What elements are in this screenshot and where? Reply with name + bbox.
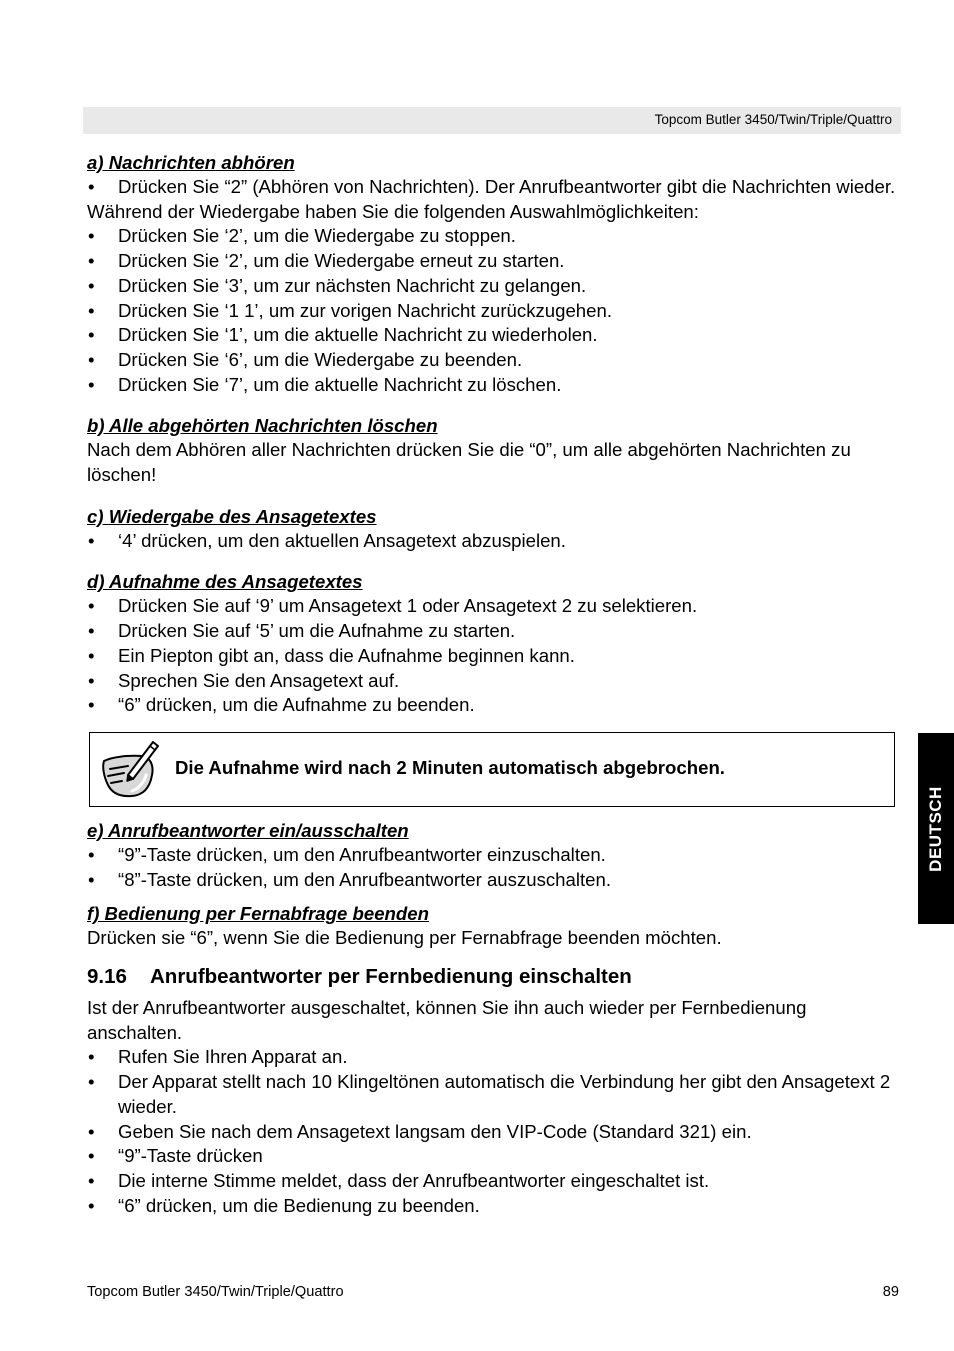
footer-title: Topcom Butler 3450/Twin/Triple/Quattro <box>87 1284 344 1300</box>
page-content <box>87 151 899 1218</box>
list-item: • “6” drücken, um die Bedienung zu beenden. <box>87 1194 899 1219</box>
list-item: • Ein Piepton gibt an, dass die Aufnahme beginnen kann. <box>87 644 899 669</box>
note-pencil-icon <box>98 739 160 801</box>
list-item: • Rufen Sie Ihren Apparat an. <box>87 1045 899 1070</box>
section-d-list <box>87 594 899 718</box>
section-916-paragraph: Ist der Anrufbeantworter ausgeschaltet, können Sie ihn auch wieder per Fernbedienung anschalten. <box>87 997 807 1043</box>
section-a-heading: a) Nachrichten abhören <box>87 152 295 173</box>
list-item: • Drücken Sie ‘1’, um die aktuelle Nachricht zu wiederholen. <box>87 323 899 348</box>
section-916-heading <box>87 964 899 990</box>
list-item: • Drücken Sie ‘2’, um die Wiedergabe zu stoppen. <box>87 224 899 249</box>
list-item: • “9”-Taste drücken <box>87 1144 899 1169</box>
header-bar <box>83 107 901 134</box>
section-f-paragraph: Drücken sie “6”, wenn Sie die Bedienung per Fernabfrage beenden möchten. <box>87 927 722 949</box>
section-b-paragraph: Nach dem Abhören aller Nachrichten drücken Sie die “0”, um alle abgehörten Nachrichten zu löschen! <box>87 439 851 486</box>
section-f-heading: f) Bedienung per Fernabfrage beenden <box>87 903 429 925</box>
language-tab-label: DEUTSCH <box>926 785 945 872</box>
section-e-list <box>87 843 899 892</box>
page-number: 89 <box>882 1284 899 1300</box>
list-item: • Drücken Sie ‘1 1’, um zur vorigen Nachricht zurückzugehen. <box>87 299 899 324</box>
section-916-title: Anrufbeantworter per Fernbedienung einschalten <box>150 965 632 989</box>
list-item: • “9”-Taste drücken, um den Anrufbeantworter einzuschalten. <box>87 843 899 868</box>
section-916-number: 9.16 <box>87 965 127 989</box>
list-item: • Drücken Sie ‘6’, um die Wiedergabe zu beenden. <box>87 348 899 373</box>
list-item: • Sprechen Sie den Ansagetext auf. <box>87 669 899 694</box>
section-916-list <box>87 1045 899 1218</box>
note-box <box>89 732 895 807</box>
list-item: • Drücken Sie “2” (Abhören von Nachrichten). Der Anrufbeantworter gibt die Nachrichten wieder. <box>87 175 899 200</box>
list-item: • “6” drücken, um die Aufnahme zu beenden. <box>87 693 899 718</box>
list-item: • Drücken Sie auf ‘5’ um die Aufnahme zu starten. <box>87 619 899 644</box>
list-item: • Drücken Sie ‘7’, um die aktuelle Nachricht zu löschen. <box>87 373 899 398</box>
list-item: • Der Apparat stellt nach 10 Klingeltönen automatisch die Verbindung her gibt den Ansagetext 2 wieder. <box>87 1070 899 1119</box>
section-e-heading: e) Anrufbeantworter ein/ausschalten <box>87 819 409 841</box>
list-item: • Geben Sie nach dem Ansagetext langsam den VIP-Code (Standard 321) ein. <box>87 1120 899 1145</box>
section-a-paragraph: Während der Wiedergabe haben Sie die folgenden Auswahlmöglichkeiten: <box>87 200 699 222</box>
list-item: • Drücken Sie auf ‘9’ um Ansagetext 1 oder Ansagetext 2 zu selektieren. <box>87 594 899 619</box>
section-a-list-2 <box>87 224 899 397</box>
note-text: Die Aufnahme wird nach 2 Minuten automatisch abgebrochen. <box>175 756 725 778</box>
section-d-heading: d) Aufnahme des Ansagetextes <box>87 571 363 593</box>
list-item: • Drücken Sie ‘2’, um die Wiedergabe erneut zu starten. <box>87 249 899 274</box>
section-c-heading: c) Wiedergabe des Ansagetextes <box>87 505 377 527</box>
list-item: • “8”-Taste drücken, um den Anrufbeantworter auszuschalten. <box>87 868 899 893</box>
section-b-heading: b) Alle abgehörten Nachrichten löschen <box>87 415 438 437</box>
language-tab <box>918 733 954 924</box>
list-item: • Drücken Sie ‘3’, um zur nächsten Nachricht zu gelangen. <box>87 274 899 299</box>
section-a-list-1 <box>87 175 899 200</box>
header-title: Topcom Butler 3450/Twin/Triple/Quattro <box>654 112 892 127</box>
section-c-list <box>87 529 899 554</box>
list-item: • ‘4’ drücken, um den aktuellen Ansagetext abzuspielen. <box>87 529 899 554</box>
list-item: • Die interne Stimme meldet, dass der Anrufbeantworter eingeschaltet ist. <box>87 1169 899 1194</box>
